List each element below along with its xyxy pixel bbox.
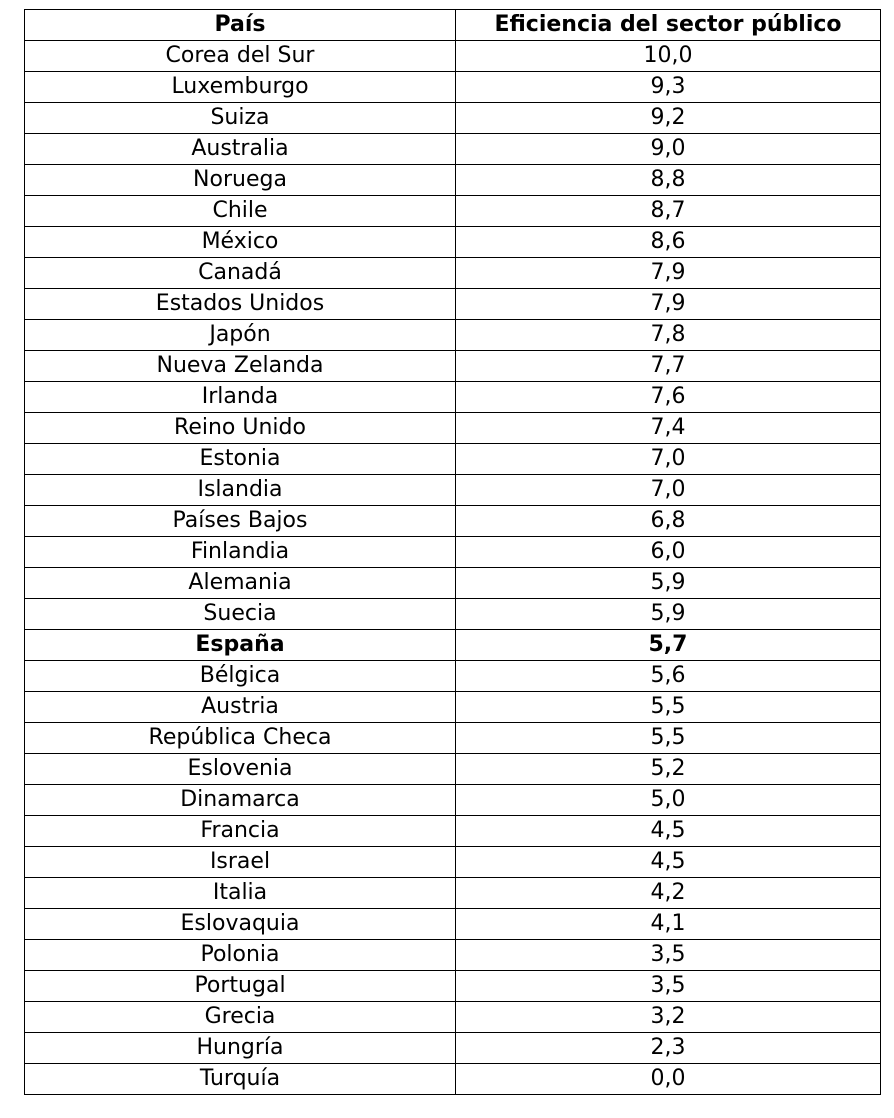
table-row bbox=[25, 537, 881, 568]
table-row bbox=[25, 661, 881, 692]
country-cell: España bbox=[25, 630, 456, 661]
table-body bbox=[25, 41, 881, 1095]
efficiency-value-cell: 3,2 bbox=[456, 1002, 881, 1033]
efficiency-value-cell: 4,2 bbox=[456, 878, 881, 909]
efficiency-value-cell: 7,8 bbox=[456, 320, 881, 351]
table-row bbox=[25, 847, 881, 878]
country-cell: Reino Unido bbox=[25, 413, 456, 444]
efficiency-value-cell: 7,9 bbox=[456, 289, 881, 320]
country-cell: Noruega bbox=[25, 165, 456, 196]
table-row bbox=[25, 227, 881, 258]
table-row bbox=[25, 630, 881, 661]
efficiency-value-cell: 10,0 bbox=[456, 41, 881, 72]
country-cell: Chile bbox=[25, 196, 456, 227]
efficiency-value-cell: 4,5 bbox=[456, 847, 881, 878]
efficiency-table bbox=[24, 9, 881, 1095]
efficiency-value-cell: 5,5 bbox=[456, 692, 881, 723]
table-row bbox=[25, 196, 881, 227]
table-row bbox=[25, 878, 881, 909]
country-cell: Estonia bbox=[25, 444, 456, 475]
country-cell: Grecia bbox=[25, 1002, 456, 1033]
efficiency-value-cell: 6,0 bbox=[456, 537, 881, 568]
efficiency-value-cell: 9,0 bbox=[456, 134, 881, 165]
country-cell: Japón bbox=[25, 320, 456, 351]
country-cell: Alemania bbox=[25, 568, 456, 599]
country-cell: Eslovaquia bbox=[25, 909, 456, 940]
country-cell: Israel bbox=[25, 847, 456, 878]
country-cell: República Checa bbox=[25, 723, 456, 754]
table-row bbox=[25, 692, 881, 723]
table-row bbox=[25, 785, 881, 816]
table-row bbox=[25, 475, 881, 506]
header-country: País bbox=[25, 10, 456, 41]
efficiency-value-cell: 5,2 bbox=[456, 754, 881, 785]
efficiency-value-cell: 8,7 bbox=[456, 196, 881, 227]
table-row bbox=[25, 351, 881, 382]
efficiency-value-cell: 5,9 bbox=[456, 568, 881, 599]
country-cell: Francia bbox=[25, 816, 456, 847]
country-cell: Italia bbox=[25, 878, 456, 909]
table-row bbox=[25, 909, 881, 940]
table-row bbox=[25, 382, 881, 413]
country-cell: México bbox=[25, 227, 456, 258]
efficiency-value-cell: 4,1 bbox=[456, 909, 881, 940]
efficiency-value-cell: 5,5 bbox=[456, 723, 881, 754]
country-cell: Estados Unidos bbox=[25, 289, 456, 320]
table-row bbox=[25, 165, 881, 196]
table-row bbox=[25, 754, 881, 785]
table-row bbox=[25, 506, 881, 537]
efficiency-value-cell: 7,6 bbox=[456, 382, 881, 413]
country-cell: Austria bbox=[25, 692, 456, 723]
efficiency-value-cell: 5,0 bbox=[456, 785, 881, 816]
table-row bbox=[25, 289, 881, 320]
efficiency-value-cell: 8,8 bbox=[456, 165, 881, 196]
table-row bbox=[25, 1002, 881, 1033]
country-cell: Bélgica bbox=[25, 661, 456, 692]
country-cell: Corea del Sur bbox=[25, 41, 456, 72]
table-row bbox=[25, 1033, 881, 1064]
country-cell: Portugal bbox=[25, 971, 456, 1002]
table-row bbox=[25, 258, 881, 289]
country-cell: Suiza bbox=[25, 103, 456, 134]
table-header-row bbox=[25, 10, 881, 41]
efficiency-value-cell: 9,2 bbox=[456, 103, 881, 134]
table-row bbox=[25, 103, 881, 134]
table-row bbox=[25, 940, 881, 971]
efficiency-value-cell: 2,3 bbox=[456, 1033, 881, 1064]
efficiency-value-cell: 7,0 bbox=[456, 444, 881, 475]
country-cell: Turquía bbox=[25, 1064, 456, 1095]
efficiency-value-cell: 5,7 bbox=[456, 630, 881, 661]
table-row bbox=[25, 72, 881, 103]
country-cell: Suecia bbox=[25, 599, 456, 630]
table-row bbox=[25, 134, 881, 165]
table-row bbox=[25, 599, 881, 630]
country-cell: Eslovenia bbox=[25, 754, 456, 785]
table-row bbox=[25, 568, 881, 599]
efficiency-value-cell: 9,3 bbox=[456, 72, 881, 103]
header-efficiency: Eficiencia del sector público bbox=[456, 10, 881, 41]
country-cell: Dinamarca bbox=[25, 785, 456, 816]
table-row bbox=[25, 320, 881, 351]
efficiency-value-cell: 7,0 bbox=[456, 475, 881, 506]
efficiency-value-cell: 5,9 bbox=[456, 599, 881, 630]
table-row bbox=[25, 816, 881, 847]
table-row bbox=[25, 971, 881, 1002]
country-cell: Luxemburgo bbox=[25, 72, 456, 103]
table-row bbox=[25, 1064, 881, 1095]
country-cell: Australia bbox=[25, 134, 456, 165]
table-row bbox=[25, 444, 881, 475]
country-cell: Islandia bbox=[25, 475, 456, 506]
country-cell: Irlanda bbox=[25, 382, 456, 413]
efficiency-value-cell: 3,5 bbox=[456, 940, 881, 971]
country-cell: Finlandia bbox=[25, 537, 456, 568]
efficiency-value-cell: 0,0 bbox=[456, 1064, 881, 1095]
efficiency-value-cell: 7,7 bbox=[456, 351, 881, 382]
efficiency-value-cell: 6,8 bbox=[456, 506, 881, 537]
country-cell: Países Bajos bbox=[25, 506, 456, 537]
efficiency-value-cell: 5,6 bbox=[456, 661, 881, 692]
country-cell: Hungría bbox=[25, 1033, 456, 1064]
efficiency-value-cell: 4,5 bbox=[456, 816, 881, 847]
table-row bbox=[25, 723, 881, 754]
efficiency-value-cell: 8,6 bbox=[456, 227, 881, 258]
country-cell: Nueva Zelanda bbox=[25, 351, 456, 382]
table-row bbox=[25, 41, 881, 72]
efficiency-value-cell: 7,4 bbox=[456, 413, 881, 444]
country-cell: Canadá bbox=[25, 258, 456, 289]
country-cell: Polonia bbox=[25, 940, 456, 971]
efficiency-value-cell: 3,5 bbox=[456, 971, 881, 1002]
efficiency-value-cell: 7,9 bbox=[456, 258, 881, 289]
table-row bbox=[25, 413, 881, 444]
